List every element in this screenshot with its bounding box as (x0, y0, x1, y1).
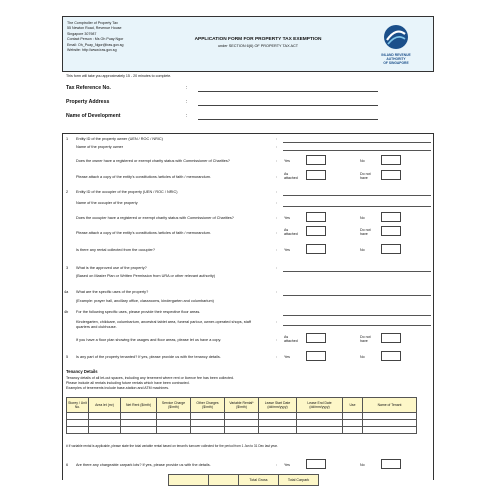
floor-plan-none-checkbox[interactable] (381, 333, 401, 343)
form-subtitle: under SECTION 6(6) OF PROPERTY TAX ACT (217, 44, 299, 48)
carpark-yes-checkbox[interactable] (306, 459, 326, 469)
column-header: Total Carpark (279, 475, 319, 486)
website: Website: http://www.iras.gov.sg (67, 48, 117, 53)
floor-plan-attached-checkbox[interactable] (306, 333, 326, 343)
owner-charity-status-label: Does the owner have a registered or exempt charity status with Commissioner of Charities? (76, 159, 230, 163)
tenancy-details-text: Please include all rentals including future rentals which have been contracted. (66, 381, 190, 385)
colon: : (186, 85, 188, 91)
tenancy-table (66, 397, 417, 434)
variable-rental-footnote: # If variable rental is applicable, please state the total variable rental based on tenant's turnover collected for the period from 1 Jan to 31 Dec last year. (66, 444, 278, 448)
occupier-entity-id-field[interactable] (283, 195, 431, 196)
logo-wordmark: INLAND REVENUE AUTHORITY OF SINGAPORE (381, 53, 411, 65)
column-header: Total Gross (239, 475, 279, 486)
contact-person: Contact Person : Ms Oh Puay Ngor (67, 37, 124, 42)
table-row[interactable] (67, 427, 417, 434)
tenanted-yes-checkbox[interactable] (306, 351, 326, 361)
intro-text: This form will take you approximately 15 - 20 minutes to complete. (66, 74, 172, 78)
occupier-constitution-none-checkbox[interactable] (381, 226, 401, 236)
question-number: 6 (66, 463, 69, 467)
column-header: Variable Rental* ($/mth) (225, 398, 259, 413)
occupier-charity-yes-checkbox[interactable] (306, 212, 326, 222)
floor-areas-list: Kindergarten, childcare, columbarium, ancestral tablet area, funeral parlour, owner-operated shops, staff (76, 320, 251, 324)
owner-entity-id-field[interactable] (283, 142, 431, 143)
floor-areas-label: For the following specific uses, please provide their respective floor areas. (76, 310, 201, 314)
tenanted-no-checkbox[interactable] (381, 351, 401, 361)
specific-uses-label: What are the specific uses of the property? (76, 290, 149, 294)
floor-areas-field-2[interactable] (283, 325, 431, 326)
question-number: 4a (64, 290, 69, 294)
address-line: Singapore 307987 (67, 31, 97, 36)
tax-ref-label: Tax Reference No. (66, 85, 111, 91)
column-header: Lease End Date (dd/mm/yyyy) (297, 398, 343, 413)
colon: : (186, 99, 188, 105)
table-row[interactable] (67, 420, 417, 427)
development-name-field[interactable] (198, 119, 378, 120)
specific-uses-field[interactable] (283, 295, 431, 296)
address-line: The Comptroller of Property Tax (67, 21, 118, 25)
question-number: 3 (66, 266, 69, 270)
owner-constitution-none-checkbox[interactable] (381, 170, 401, 180)
occupier-name-field[interactable] (283, 206, 431, 207)
question-number: 2 (66, 190, 69, 194)
carpark-table (168, 474, 319, 486)
address-line: 55 Newton Road, Revenue House (67, 26, 122, 31)
occupier-charity-no-checkbox[interactable] (381, 212, 401, 222)
owner-name-field[interactable] (283, 150, 431, 151)
floor-areas-list-cont: quarters and clubhouse. (76, 325, 117, 329)
column-header: Storey / Unit No. (67, 398, 89, 413)
owner-constitution-attached-checkbox[interactable] (306, 170, 326, 180)
occupier-name-label: Name of the occupier of the property (76, 201, 138, 205)
tax-ref-field[interactable] (198, 91, 378, 92)
column-header: Use (343, 398, 363, 413)
approved-use-note: (Based on Master Plan or Written Permission from URA or other relevant authority) (76, 274, 215, 278)
carpark-header-row (169, 475, 319, 486)
column-header: Net Rent ($/mth) (121, 398, 157, 413)
occupier-constitution-attached-checkbox[interactable] (306, 226, 326, 236)
colon: : (186, 113, 188, 119)
carpark-lots-label: Are there any chargeable carpark lots? If yes, please provide us with the details. (76, 463, 211, 467)
rental-yes-checkbox[interactable] (306, 244, 326, 254)
question-number: 4b (64, 310, 69, 314)
column-header: Service Charge ($/mth) (157, 398, 191, 413)
owner-charity-yes-checkbox[interactable] (306, 155, 326, 165)
occupier-charity-status-label: Does the occupier have a registered or exempt charity status with Commissioner of Charities? (76, 216, 234, 220)
property-address-label: Property Address (66, 99, 110, 105)
question-number: 1 (66, 137, 69, 141)
question-number: 5 (66, 355, 69, 359)
iras-logo-icon (382, 23, 410, 51)
tenancy-details-heading: Tenancy Details (66, 369, 98, 374)
approved-use-field[interactable] (283, 271, 431, 272)
rental-collected-label: Is there any rental collected from the occupier? (76, 248, 155, 252)
floor-areas-field-1[interactable] (283, 315, 431, 316)
form-title: APPLICATION FORM FOR PROPERTY TAX EXEMPTION (194, 37, 322, 42)
tenanted-label: Is any part of the property tenanted? If yes, please provide us with the tenancy details. (76, 355, 221, 359)
approved-use-label: What is the approved use of the property? (76, 266, 147, 270)
occupier-constitution-label: Please attach a copy of the entity's constitutions /articles of faith / memorandum. (76, 231, 211, 235)
column-header: Area let (m²) (89, 398, 121, 413)
owner-constitution-label: Please attach a copy of the entity's constitutions /articles of faith / memorandum. (76, 175, 211, 179)
iras-address-block (67, 21, 124, 53)
property-address-field[interactable] (198, 105, 378, 106)
tenancy-details-text: Tenancy details of all let-out spaces, including any tenement where rent or licence fee has been collected. (66, 376, 235, 380)
carpark-no-checkbox[interactable] (381, 459, 401, 469)
column-header: Name of Tenant (363, 398, 417, 413)
development-name-label: Name of Development (66, 113, 121, 119)
form-header (62, 16, 434, 72)
tenancy-details-text: Examples of tenements include base-station and ATM machines. (66, 386, 170, 390)
specific-uses-note: (Example: prayer hall, ancillary office, classrooms, kindergarten and columbarium) (76, 299, 214, 303)
rental-no-checkbox[interactable] (381, 244, 401, 254)
table-row[interactable] (67, 413, 417, 420)
occupier-entity-id-label: Entity ID of the occupier of the property (UEN / ROC / NRIC) (76, 190, 178, 194)
column-header: Lease Start Date (dd/mm/yyyy) (259, 398, 297, 413)
column-header: Other Charges ($/mth) (191, 398, 225, 413)
owner-entity-id-label: Entity ID of the property owner (UEN / ROC / NRIC) (76, 137, 163, 141)
owner-charity-no-checkbox[interactable] (381, 155, 401, 165)
tenancy-header-row (67, 398, 417, 413)
owner-name-label: Name of the property owner (76, 145, 124, 149)
floor-plan-label: If you have a floor plan showing the usages and floor areas, please let us have a copy. (76, 338, 222, 342)
contact-email: Email: Oh_Puay_Ngor@iras.gov.sg (67, 42, 124, 47)
